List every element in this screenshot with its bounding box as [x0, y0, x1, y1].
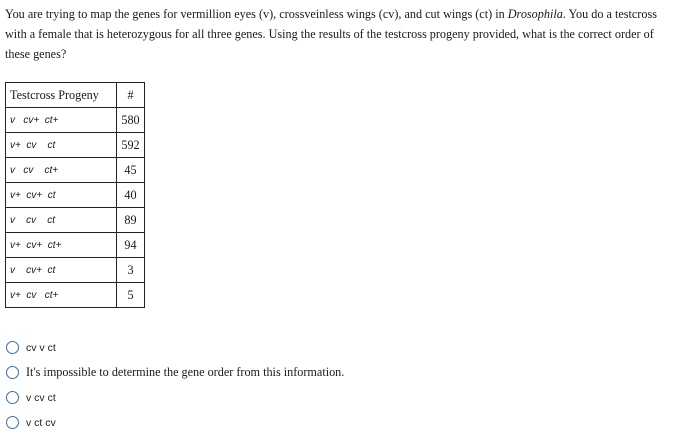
table-row: [6, 258, 145, 283]
option-v-cv-ct[interactable]: [6, 385, 344, 410]
table-row: [6, 108, 145, 133]
genotype-cell: v+ cv ct+: [6, 283, 117, 308]
genotype-cell: v+ cv ct: [6, 133, 117, 158]
question-part-1: You are trying to map the genes for vermillion eyes (v), crossveinless wings (cv), and cut wings (ct) in: [5, 7, 508, 21]
table-row: [6, 183, 145, 208]
count-cell: 580: [117, 108, 145, 133]
table-row: [6, 283, 145, 308]
option-label: cv v ct: [26, 341, 56, 354]
count-cell: 5: [117, 283, 145, 308]
table-row: [6, 158, 145, 183]
option-label: v cv ct: [26, 391, 56, 404]
count-cell: 89: [117, 208, 145, 233]
answer-options: [6, 335, 344, 435]
option-label: It's impossible to determine the gene order from this information.: [26, 365, 345, 379]
genotype-cell: v cv+ ct+: [6, 108, 117, 133]
option-impossible[interactable]: [6, 360, 344, 385]
genotype-cell: v cv ct: [6, 208, 117, 233]
table-row: [6, 233, 145, 258]
count-cell: 3: [117, 258, 145, 283]
count-cell: 40: [117, 183, 145, 208]
count-cell: 94: [117, 233, 145, 258]
count-cell: 592: [117, 133, 145, 158]
organism-name: Drosophila: [507, 7, 563, 21]
progeny-column-header: Testcross Progeny: [6, 83, 117, 108]
genotype-cell: v cv ct+: [6, 158, 117, 183]
option-label: v ct cv: [26, 416, 56, 429]
radio-button[interactable]: [6, 416, 19, 429]
table-row: [6, 133, 145, 158]
option-v-ct-cv[interactable]: [6, 410, 344, 435]
progeny-table: [5, 82, 145, 308]
table-header-row: [6, 83, 145, 108]
question-text: [5, 4, 677, 64]
radio-button[interactable]: [6, 366, 19, 379]
genotype-cell: v cv+ ct: [6, 258, 117, 283]
question-part-2: . You do a testcross with a female that is heterozygous for all three genes. Using the results of the testcross progeny provided, what is the correct order of these genes?: [5, 7, 657, 61]
count-column-header: #: [117, 83, 145, 108]
genotype-cell: v+ cv+ ct: [6, 183, 117, 208]
option-cv-v-ct[interactable]: [6, 335, 344, 360]
genotype-cell: v+ cv+ ct+: [6, 233, 117, 258]
table-row: [6, 208, 145, 233]
radio-button[interactable]: [6, 341, 19, 354]
radio-button[interactable]: [6, 391, 19, 404]
count-cell: 45: [117, 158, 145, 183]
